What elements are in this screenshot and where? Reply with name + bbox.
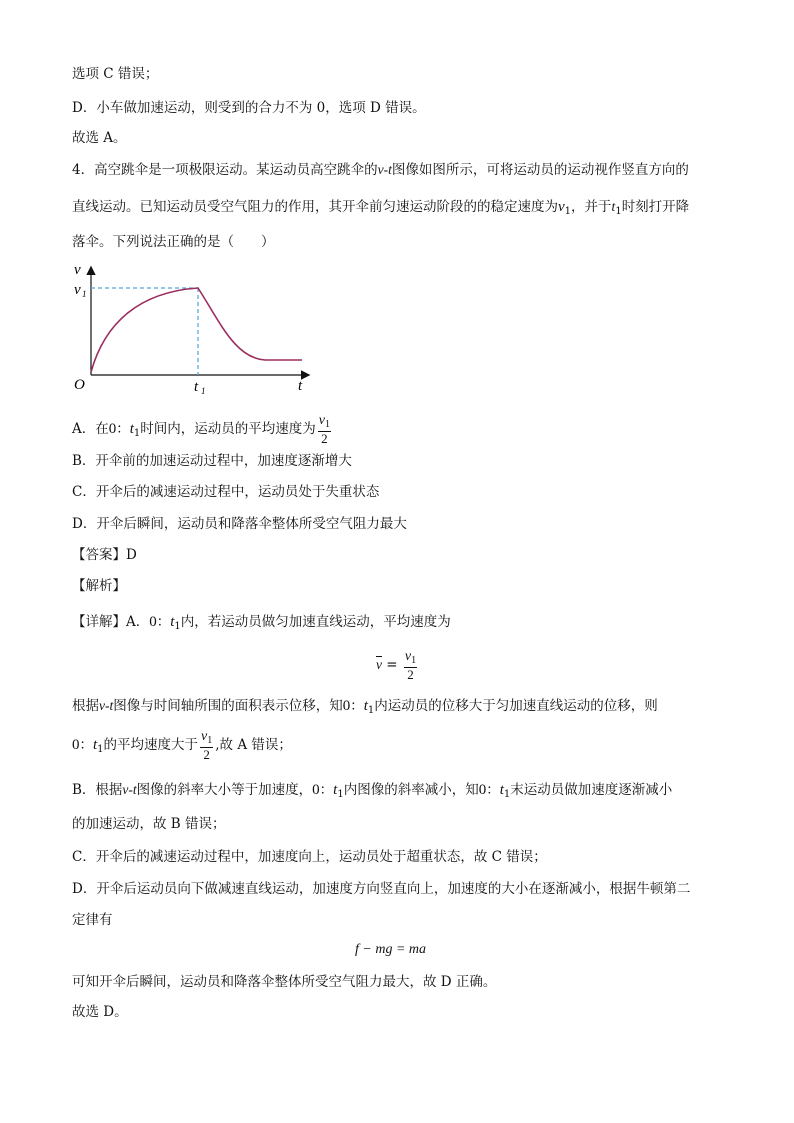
v-axis-label: v — [74, 262, 81, 278]
subscript: 1 — [207, 735, 213, 746]
text-line: 选项 C 错误； — [72, 66, 159, 82]
subscript: 1 — [367, 705, 375, 716]
text: 内运动员的位移大于匀加速直线运动的位移，则 — [374, 698, 658, 714]
subscript: 1 — [325, 419, 331, 430]
fraction-v1-over-2 — [404, 650, 417, 681]
zero: 0 — [108, 421, 117, 437]
question-4-line-1 — [72, 160, 689, 180]
origin-label: O — [74, 377, 85, 393]
fraction-v1-over-2 — [318, 414, 331, 445]
denominator: 2 — [203, 747, 210, 762]
text: ，并于 — [571, 199, 612, 215]
denominator: 2 — [407, 667, 414, 682]
t-symbol: t — [363, 698, 368, 714]
vt-symbol: v-t — [377, 162, 392, 177]
subscript: 1 — [133, 428, 141, 439]
vt-symbol: v-t — [122, 782, 137, 797]
question-4-line-3: 落伞。下列说法正确的是（ ） — [72, 234, 275, 250]
v: v — [201, 729, 208, 744]
t-symbol: t — [170, 614, 175, 630]
v: v — [318, 413, 326, 428]
detail-d-line-3: 可知开伞后瞬间，运动员和降落伞整体所受空气阻力最大，故 D 正确。 — [72, 974, 497, 990]
denominator: 2 — [321, 431, 328, 446]
colon: ： — [486, 782, 500, 798]
option-b: B．开伞前的加速运动过程中，加速度逐渐增大 — [72, 453, 352, 469]
t-symbol: t — [129, 421, 134, 437]
vt-symbol: v-t — [99, 698, 114, 713]
answer: 【答案】D — [72, 547, 137, 563]
zero: 0 — [72, 737, 80, 753]
subscript: 1 — [97, 744, 104, 755]
fraction-v1-over-2 — [200, 730, 213, 761]
text: 根据 — [72, 698, 99, 714]
text: 时刻打开降 — [621, 199, 690, 215]
v-symbol: v — [558, 199, 565, 215]
question-4-line-2 — [72, 197, 689, 222]
zero: 0 — [312, 782, 320, 798]
text: ,故 A 错误； — [215, 737, 292, 753]
subscript: 1 — [174, 621, 181, 632]
subscript: 1 — [564, 206, 572, 217]
text: B．根据 — [72, 782, 123, 798]
colon: ： — [116, 421, 130, 437]
text: 的平均速度大于 — [103, 737, 199, 753]
subscript: 1 — [503, 789, 511, 800]
t-symbol: t — [499, 782, 504, 798]
colon: ： — [79, 737, 93, 753]
equation-average-velocity — [376, 650, 419, 681]
text: 图像与时间轴所围的面积表示位移，知 — [113, 698, 343, 714]
text: 图像如图所示，可将运动员的运动视作竖直方向的 — [391, 162, 689, 178]
v: v — [404, 649, 412, 664]
subscript: 1 — [337, 789, 344, 800]
v1-label: v — [74, 282, 81, 298]
subscript: 1 — [615, 206, 622, 217]
colon: ： — [350, 698, 364, 714]
detail-c: C．开伞后的减速运动过程中，加速度向上，运动员处于超重状态，故 C 错误； — [72, 849, 547, 865]
option-d: D．开伞后瞬间，运动员和降落伞整体所受空气阻力最大 — [72, 516, 407, 532]
zero: 0 — [149, 614, 157, 630]
text: 时间内，运动员的平均速度为 — [140, 421, 316, 437]
text: 4．高空跳伞是一项极限运动。某运动员高空跳伞的 — [72, 162, 378, 178]
subscript: 1 — [411, 655, 417, 666]
text: 末运动员做加速度逐渐减小 — [510, 782, 673, 798]
text-line: 故选 A。 — [72, 130, 127, 146]
analysis-heading: 【解析】 — [72, 578, 126, 594]
text-line: D．小车做加速运动，则受到的合力不为 0，选项 D 错误。 — [72, 100, 426, 116]
equals: = — [382, 657, 402, 673]
t-symbol: t — [93, 737, 98, 753]
text: 图像的斜率大小等于加速度， — [136, 782, 313, 798]
t-axis-label: t — [298, 378, 303, 394]
text: 内，若运动员做匀加速直线运动，平均速度为 — [180, 614, 451, 630]
t1-subscript: 1 — [201, 386, 206, 396]
v1-subscript: 1 — [82, 289, 87, 299]
colon: ： — [319, 782, 334, 798]
final-answer: 故选 D。 — [72, 1004, 128, 1020]
equation-newton: f − mg = ma — [355, 942, 427, 957]
text: 【详解】A． — [72, 614, 150, 630]
text: 内图像的斜率减小，知 — [343, 782, 479, 798]
t-symbol: t — [611, 199, 616, 214]
zero: 0 — [478, 782, 487, 798]
detail-d-line-1: D．开伞后运动员向下做减速直线运动，加速度方向竖直向上，加速度的大小在逐渐减小，根据牛顿第二 — [72, 881, 691, 897]
detail-b-line-1 — [72, 780, 672, 805]
detail-b-line-2: 的加速运动，故 B 错误； — [72, 816, 226, 832]
zero: 0 — [342, 698, 351, 714]
option-a — [72, 414, 333, 448]
text: 直线运动。已知运动员受空气阻力的作用，其开伞前匀速运动阶段的的稳定速度为 — [72, 199, 558, 215]
detail-d-line-2: 定律有 — [72, 912, 113, 928]
detail-a-line-3 — [72, 730, 292, 764]
velocity-curve — [91, 288, 302, 372]
v-bar: $\overline{v}$ — [376, 657, 382, 672]
colon: ： — [156, 614, 171, 630]
detail-a-line-2 — [72, 696, 658, 721]
detail-a-line-1 — [72, 612, 451, 637]
t-symbol: t — [333, 782, 338, 798]
option-c: C．开伞后的减速运动过程中，运动员处于失重状态 — [72, 484, 380, 500]
t1-label: t — [194, 379, 199, 395]
text: A．在 — [72, 421, 109, 437]
vt-graph — [70, 262, 315, 397]
